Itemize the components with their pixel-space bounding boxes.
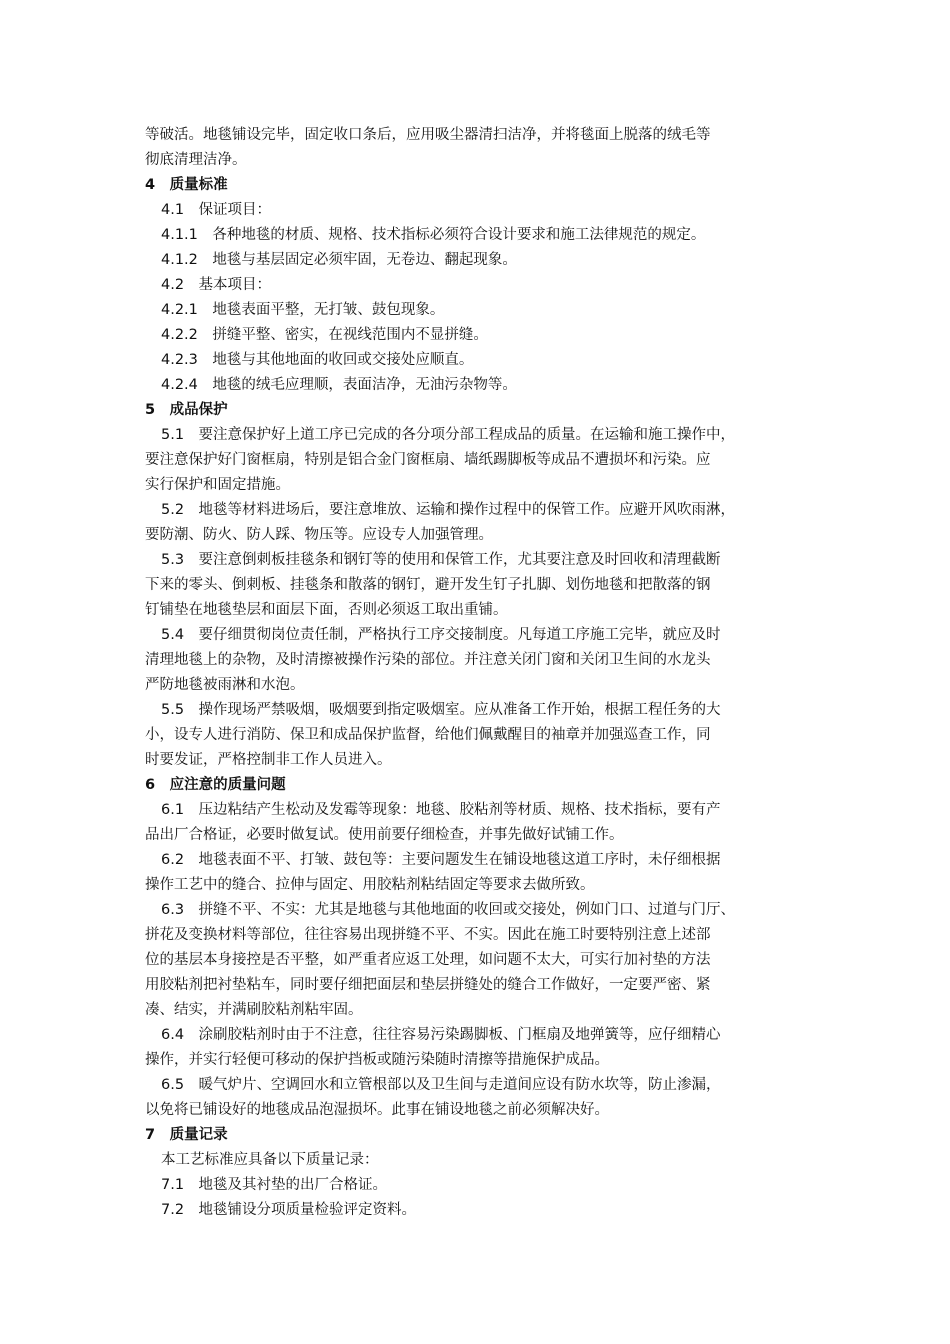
paragraph-line: 操作，并实行轻便可移动的保护挡板或随污染随时清擦等措施保护成品。 — [145, 1052, 609, 1068]
section-heading: 7 质量记录 — [145, 1127, 228, 1143]
paragraph-line: 6.2 地毯表面不平、打皱、鼓包等：主要问题发生在铺设地毯这道工序时，未仔细根据 — [161, 852, 721, 868]
paragraph-line: 小，设专人进行消防、保卫和成品保护监督，给他们佩戴醒目的袖章并加强巡查工作，同 — [145, 727, 711, 743]
paragraph-line: 4.1.1 各种地毯的材质、规格、技术指标必须符合设计要求和施工法律规范的规定。 — [161, 227, 706, 243]
paragraph-line: 要防潮、防火、防人踩、物压等。应设专人加强管理。 — [145, 527, 493, 543]
paragraph-line: 6.1 压边粘结产生松动及发霉等现象：地毯、胶粘剂等材质、规格、技术指标，要有产 — [161, 802, 721, 818]
paragraph-line: 6.4 涂刷胶粘剂时由于不注意，往往容易污染踢脚板、门框扇及地弹簧等，应仔细精心 — [161, 1027, 721, 1043]
paragraph-line: 6.5 暖气炉片、空调回水和立管根部以及卫生间与走道间应设有防水坎等，防止渗漏， — [161, 1077, 721, 1093]
paragraph-line: 要注意保护好门窗框扇，特别是铝合金门窗框扇、墙纸踢脚板等成品不遭损坏和污染。应 — [145, 452, 711, 468]
paragraph-line: 4.2 基本项目： — [161, 277, 272, 293]
paragraph-line: 4.2.3 地毯与其他地面的收回或交接处应顺直。 — [161, 352, 474, 368]
paragraph-line: 5.5 操作现场严禁吸烟，吸烟要到指定吸烟室。应从准备工作开始，根据工程任务的大 — [161, 702, 721, 718]
paragraph-line: 等破活。地毯铺设完毕，固定收口条后，应用吸尘器清扫洁净，并将毯面上脱落的绒毛等 — [145, 127, 711, 143]
paragraph-line: 7.2 地毯铺设分项质量检验评定资料。 — [161, 1202, 417, 1218]
paragraph-line: 钉铺垫在地毯垫层和面层下面，否则必须返工取出重铺。 — [145, 602, 508, 618]
paragraph-line: 4.2.4 地毯的绒毛应理顺，表面洁净，无油污杂物等。 — [161, 377, 517, 393]
paragraph-line: 位的基层本身接控是否平整，如严重者应返工处理，如问题不太大，可实行加衬垫的方法 — [145, 952, 711, 968]
paragraph-line: 时要发证，严格控制非工作人员进入。 — [145, 752, 392, 768]
paragraph-line: 用胶粘剂把衬垫粘车，同时要仔细把面层和垫层拼缝处的缝合工作做好，一定要严密、紧 — [145, 977, 711, 993]
paragraph-line: 以免将已铺设好的地毯成品泡湿损坏。此事在铺设地毯之前必须解决好。 — [145, 1102, 609, 1118]
paragraph-line: 5.2 地毯等材料进场后，要注意堆放、运输和操作过程中的保管工作。应避开风吹雨淋， — [161, 502, 736, 518]
paragraph-line: 4.1 保证项目： — [161, 202, 272, 218]
paragraph-line: 7.1 地毯及其衬垫的出厂合格证。 — [161, 1177, 388, 1193]
paragraph-line: 6.3 拼缝不平、不实：尤其是地毯与其他地面的收回或交接处，例如门口、过道与门厅、 — [161, 902, 736, 918]
section-heading: 5 成品保护 — [145, 402, 228, 418]
paragraph-line: 4.1.2 地毯与基层固定必须牢固，无卷边、翻起现象。 — [161, 252, 517, 268]
paragraph-line: 彻底清理洁净。 — [145, 152, 247, 168]
paragraph-line: 拼花及变换材料等部位，往往容易出现拼缝不平、不实。因此在施工时要特别注意上述部 — [145, 927, 711, 943]
paragraph-line: 5.4 要仔细贯彻岗位责任制，严格执行工序交接制度。凡每道工序施工完毕，就应及时 — [161, 627, 721, 643]
paragraph-line: 实行保护和固定措施。 — [145, 477, 290, 493]
document-body — [145, 123, 811, 1223]
paragraph-line: 4.2.2 拼缝平整、密实，在视线范围内不显拼缝。 — [161, 327, 488, 343]
paragraph-line: 操作工艺中的缝合、拉伸与固定、用胶粘剂粘结固定等要求去做所致。 — [145, 877, 595, 893]
paragraph-line: 5.3 要注意倒刺板挂毯条和钢钉等的使用和保管工作，尤其要注意及时回收和清理截断 — [161, 552, 721, 568]
paragraph-line: 4.2.1 地毯表面平整，无打皱、鼓包现象。 — [161, 302, 445, 318]
paragraph-line: 清理地毯上的杂物，及时清擦被操作污染的部位。并注意关闭门窗和关闭卫生间的水龙头 — [145, 652, 711, 668]
paragraph-line: 严防地毯被雨淋和水泡。 — [145, 677, 305, 693]
paragraph-line: 下来的零头、倒刺板、挂毯条和散落的钢钉，避开发生钉子扎脚、划伤地毯和把散落的钢 — [145, 577, 711, 593]
section-heading: 4 质量标准 — [145, 177, 228, 193]
section-heading: 6 应注意的质量问题 — [145, 777, 286, 793]
paragraph-line: 5.1 要注意保护好上道工序已完成的各分项分部工程成品的质量。在运输和施工操作中， — [161, 427, 736, 443]
paragraph-line: 品出厂合格证，必要时做复试。使用前要仔细检查，并事先做好试铺工作。 — [145, 827, 624, 843]
paragraph-line: 凑、结实，并满刷胶粘剂粘牢固。 — [145, 1002, 363, 1018]
paragraph-line: 本工艺标准应具备以下质量记录： — [161, 1152, 379, 1168]
